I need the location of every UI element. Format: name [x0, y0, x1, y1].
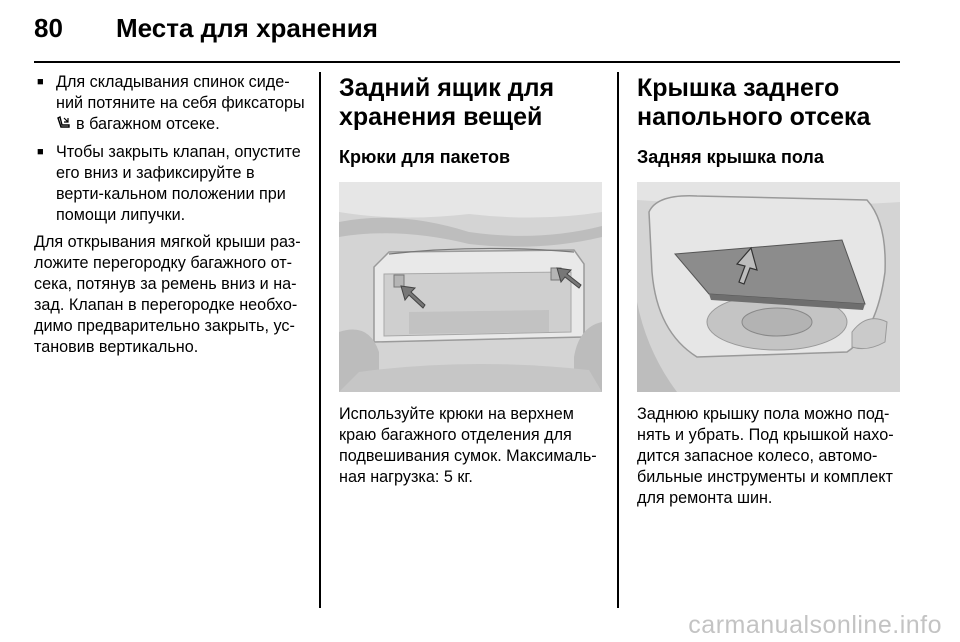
column-middle: [339, 72, 602, 488]
bullet-square-icon: ■: [37, 146, 44, 158]
page-header: [34, 8, 378, 48]
column-divider: [617, 72, 619, 608]
floor-cover-illustration: [637, 182, 900, 392]
section-heading: Крышка заднего напольного отсека: [637, 74, 871, 131]
figure-caption: Используйте крюки на верхнем краю багажного отделения для подвешивания сумок. Максималь-ная нагрузка: 5 кг.: [339, 405, 597, 486]
column-right: [637, 72, 900, 509]
trunk-hooks-illustration: [339, 182, 602, 392]
watermark: carmanualsonline.info: [688, 611, 942, 639]
bullet-text-continued: в багажном отсеке.: [76, 115, 220, 133]
page-number: 80: [34, 12, 63, 43]
page-title: Места для хранения: [116, 12, 378, 43]
body-paragraph: Для открывания мягкой крыши раз-ложите перегородку багажного от-сека, потянув за ремень вниз и на-зад. Клапан в перегородке необхо-димо предварительно закрыть, ус-тановив вертикально.: [34, 233, 301, 356]
section-heading: Задний ящик для хранения вещей: [339, 74, 555, 131]
bullet-text: Для складывания спинок сиде-ний потяните на себя фиксаторы: [56, 73, 305, 112]
figure-caption: Заднюю крышку пола можно под-нять и убрать. Под крышкой нахо-дится запасное колесо, автомо-бильные инструменты и комплект для ремонта шин.: [637, 405, 894, 507]
list-item: [34, 72, 306, 135]
section-subheading: Задняя крышка пола: [637, 147, 824, 167]
column-divider: [319, 72, 321, 608]
column-left: [34, 72, 306, 358]
list-item: [34, 142, 306, 226]
bullet-text: Чтобы закрыть клапан, опустите его вниз и зафиксируйте в верти-кальном положении при помощи липучки.: [56, 143, 301, 224]
section-subheading: Крюки для пакетов: [339, 147, 511, 167]
bullet-square-icon: ■: [37, 76, 44, 88]
seat-fold-icon: [56, 115, 72, 131]
header-rule: [34, 61, 900, 63]
